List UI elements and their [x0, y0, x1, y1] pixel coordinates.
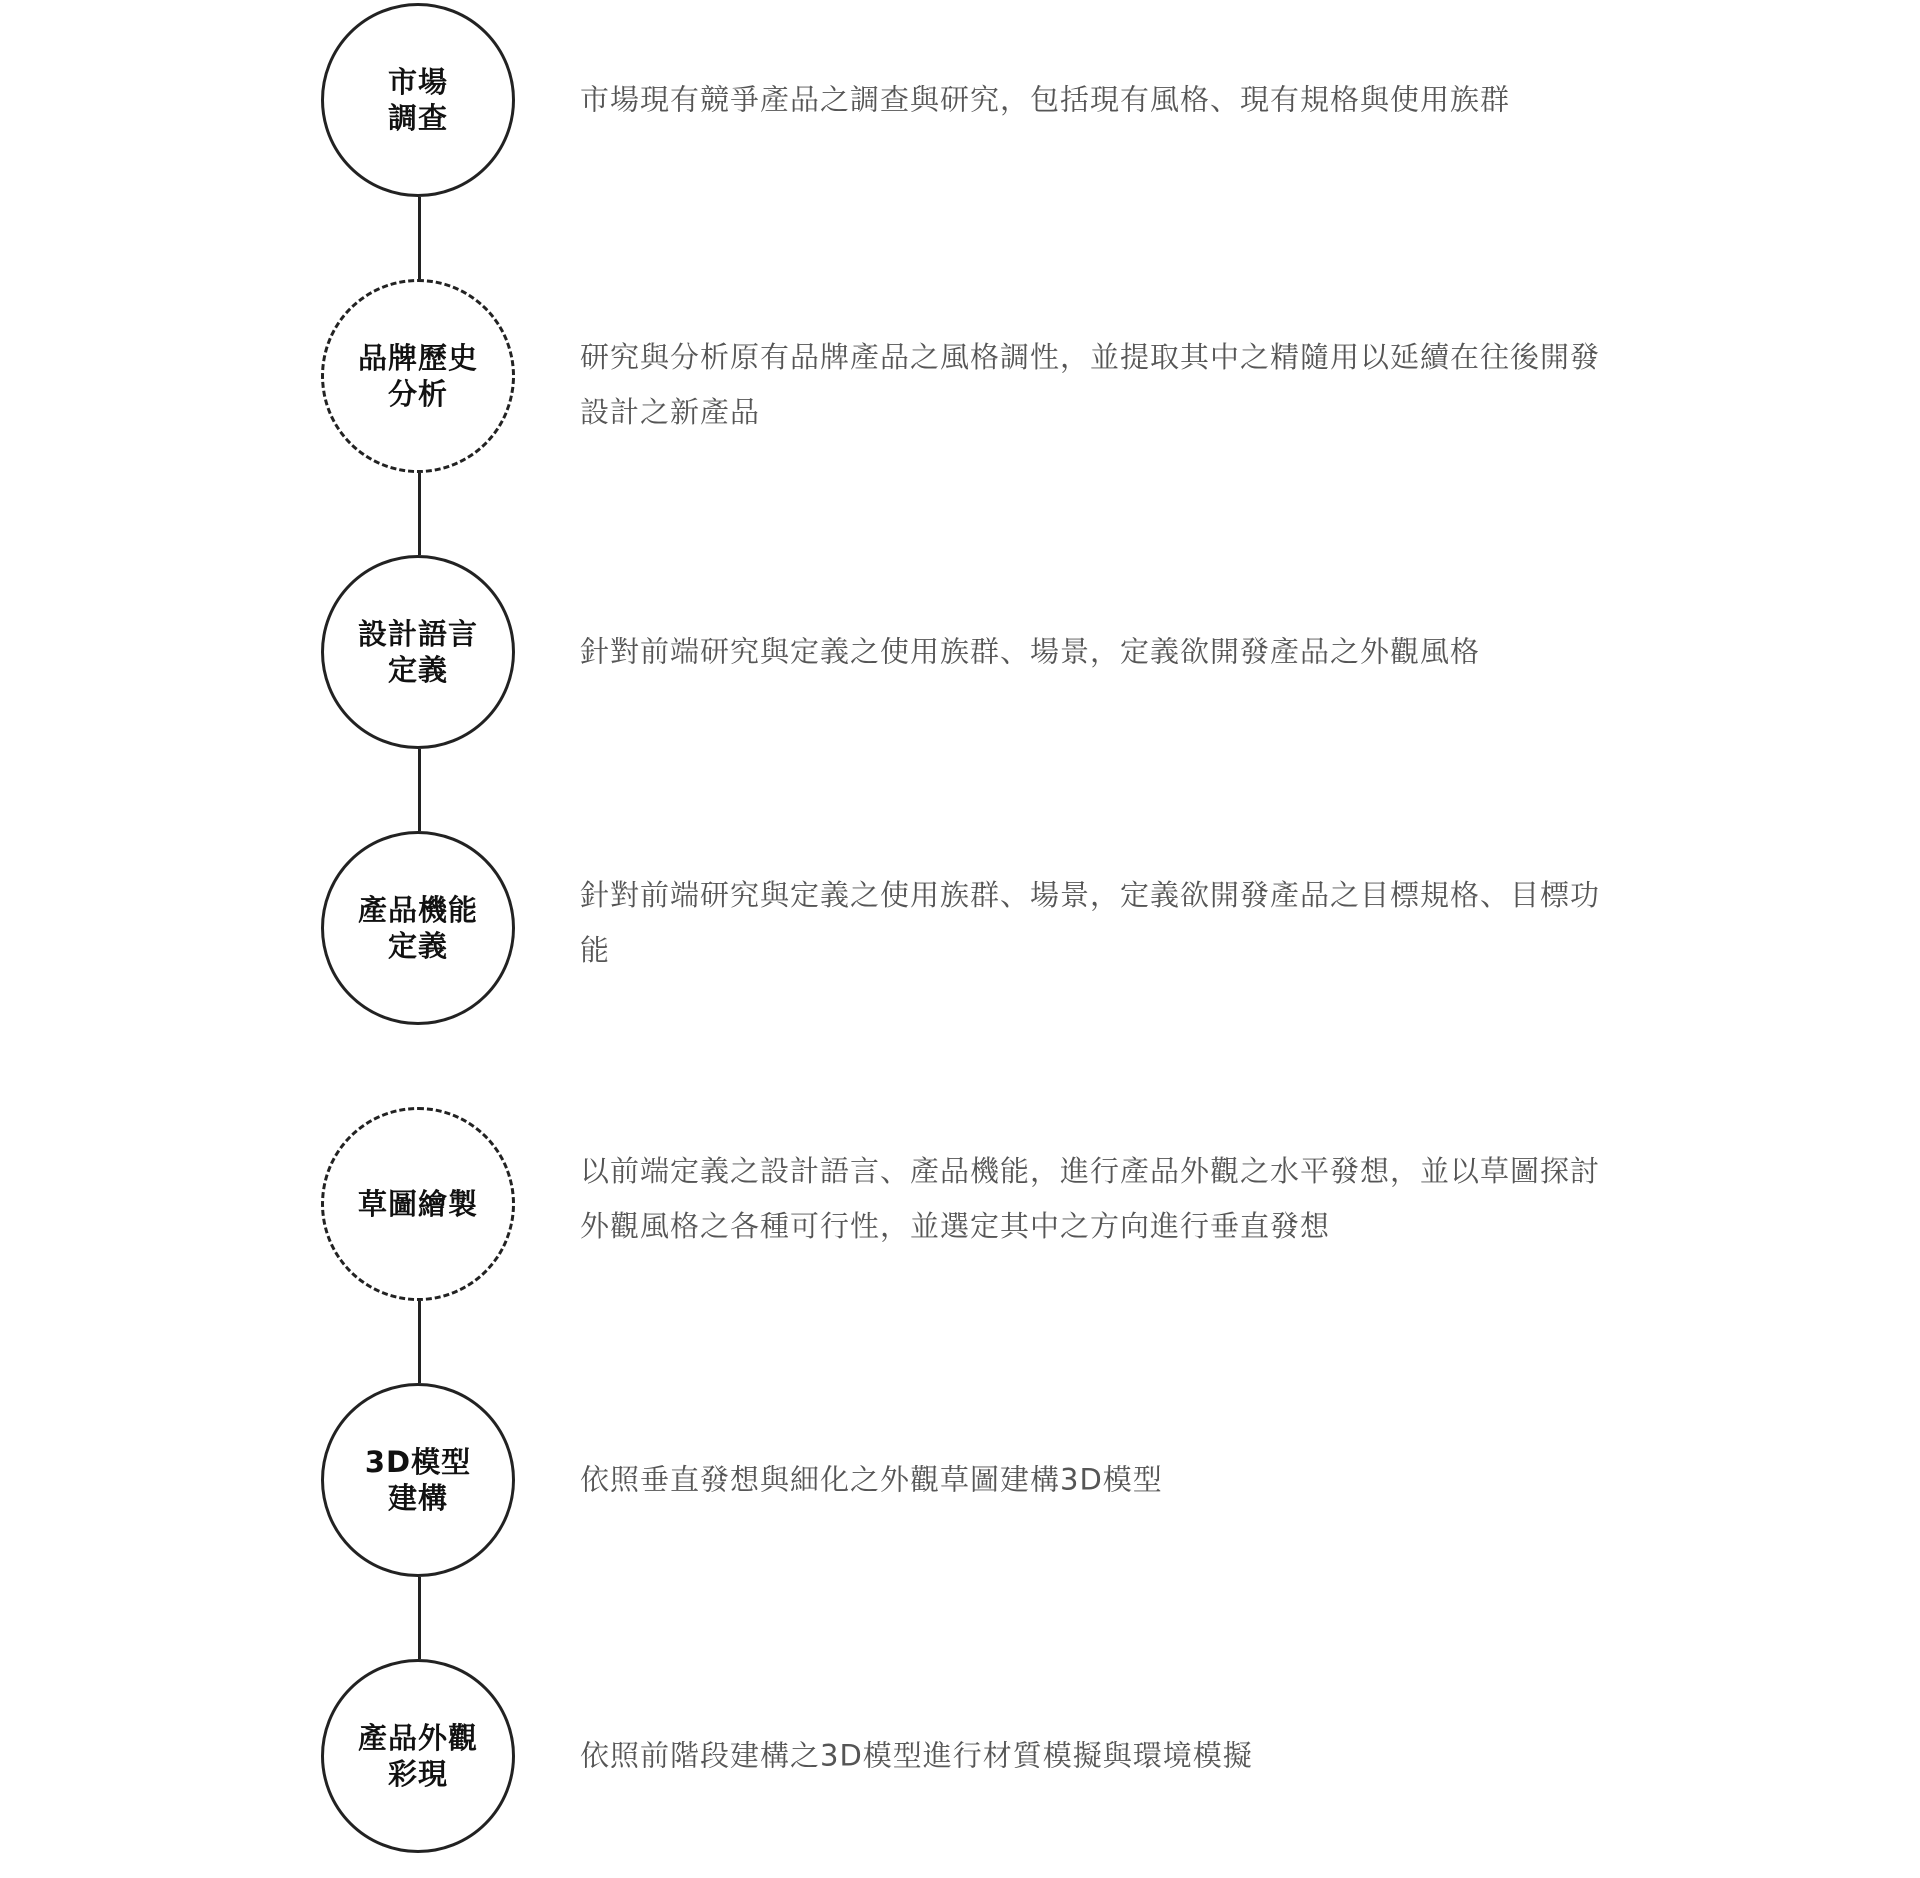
connector-line [418, 473, 421, 555]
step-node-3d-modeling [321, 1383, 515, 1577]
step-node-market-research [321, 3, 515, 197]
step-description: 針對前端研究與定義之使用族群、場景，定義欲開發產品之外觀風格 [580, 634, 1481, 669]
connector-line [418, 197, 421, 279]
step-node-product-rendering [321, 1659, 515, 1853]
step-description: 研究與分析原有品牌產品之風格調性，並提取其中之精隨用以延續在往後開發設計之新產品 [580, 340, 1601, 429]
step-node-product-function-definition [321, 831, 515, 1025]
step-description: 針對前端研究與定義之使用族群、場景，定義欲開發產品之目標規格、目標功能 [580, 878, 1601, 967]
step-label: 產品外觀 彩現 [357, 1721, 478, 1791]
step-node-sketching [321, 1107, 515, 1301]
step-label: 品牌歷史 分析 [357, 341, 478, 411]
step-label: 3D模型 建構 [364, 1445, 472, 1515]
step-label: 市場 調查 [387, 65, 448, 135]
step-description: 以前端定義之設計語言、產品機能，進行產品外觀之水平發想，並以草圖探討外觀風格之各種可行性，並選定其中之方向進行垂直發想 [580, 1154, 1601, 1243]
step-node-brand-history-analysis [321, 279, 515, 473]
connector-line [418, 1577, 421, 1659]
step-label: 產品機能 定義 [357, 893, 478, 963]
connector-line [418, 749, 421, 831]
step-label: 草圖繪製 [357, 1187, 478, 1221]
step-label: 設計語言 定義 [357, 617, 478, 687]
step-node-design-language-definition [321, 555, 515, 749]
step-description: 依照垂直發想與細化之外觀草圖建構3D模型 [580, 1462, 1163, 1497]
step-description: 依照前階段建構之3D模型進行材質模擬與環境模擬 [580, 1738, 1253, 1773]
connector-line [418, 1301, 421, 1383]
step-description: 市場現有競爭產品之調查與研究，包括現有風格、現有規格與使用族群 [580, 82, 1511, 117]
